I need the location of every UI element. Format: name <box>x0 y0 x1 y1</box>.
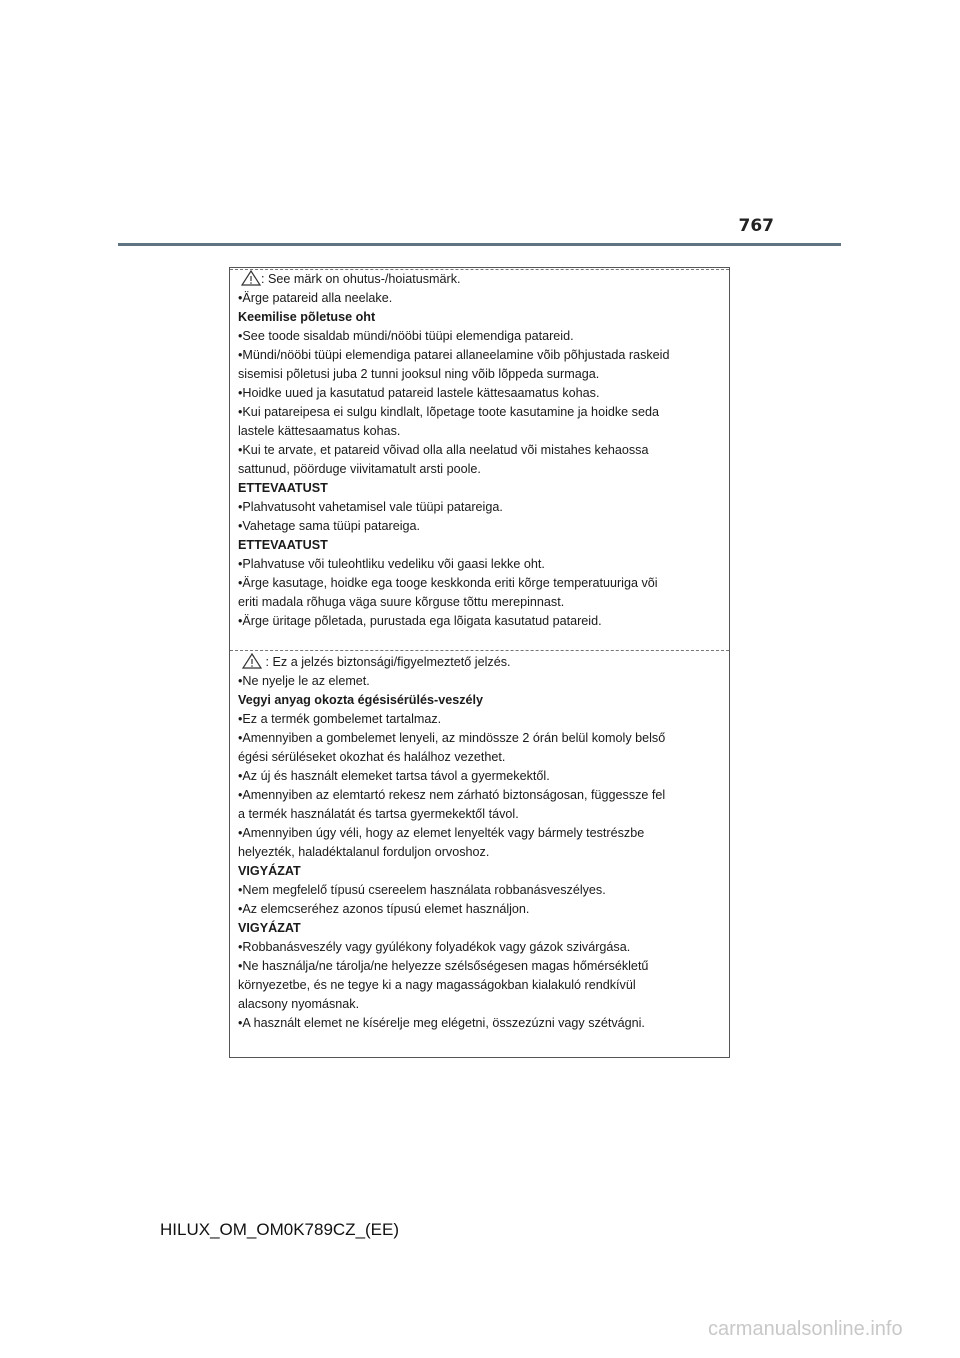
hungarian-lines <box>230 672 729 1033</box>
warning-text-line: •See toode sisaldab mündi/nööbi tüüpi elemendiga patareid. <box>238 329 574 343</box>
warning-text-line: •Plahvatusoht vahetamisel vale tüüpi patareiga. <box>238 500 503 514</box>
warning-text-line: alacsony nyomásnak. <box>238 997 360 1011</box>
warning-triangle-icon <box>241 270 261 286</box>
battery-warning-box <box>229 267 730 1058</box>
warning-text-line: •Amennyiben az elemtartó rekesz nem zárható biztonságosan, függessze fel <box>238 788 666 802</box>
page-number: 767 <box>738 216 774 236</box>
warning-heading: ETTEVAATUST <box>238 481 328 495</box>
warning-text-line: •Mündi/nööbi tüüpi elemendiga patarei allaneelamine võib põhjustada raskeid <box>238 348 670 362</box>
site-watermark: carmanualsonline.info <box>708 1318 903 1340</box>
warning-text-line: •Nem megfelelő típusú csereelem használata robbanásveszélyes. <box>238 883 606 897</box>
warning-triangle-icon <box>242 653 262 669</box>
warning-text-line: •Amennyiben úgy véli, hogy az elemet lenyelték vagy bármely testrészbe <box>238 826 645 840</box>
estonian-icon-line <box>230 270 729 289</box>
warning-text-line: •Hoidke uued ja kasutatud patareid lastele kättesaamatus kohas. <box>238 386 600 400</box>
warning-text-line: a termék használatát és tartsa gyermekektől távol. <box>238 807 519 821</box>
warning-text-line: égési sérüléseket okozhat és halálhoz vezethet. <box>238 750 506 764</box>
warning-text-line: •Ne használja/ne tárolja/ne helyezze szélsőségesen magas hőmérsékletű <box>238 959 649 973</box>
warning-text-line: környezetbe, és ne tegye ki a nagy magasságokban kialakuló rendkívül <box>238 978 636 992</box>
warning-text-line: •Ne nyelje le az elemet. <box>238 674 370 688</box>
hungarian-icon-text: : Ez a jelzés biztonsági/figyelmeztető jelzés. <box>262 655 511 669</box>
warning-heading: Vegyi anyag okozta égésisérülés-veszély <box>238 693 484 707</box>
estonian-lines <box>230 289 729 631</box>
estonian-icon-text: : See märk on ohutus-/hoiatusmärk. <box>261 272 461 286</box>
warning-text-line: •Ärge patareid alla neelake. <box>238 291 393 305</box>
warning-heading: VIGYÁZAT <box>238 864 301 878</box>
warning-text-line: •Ärge kasutage, hoidke ega tooge keskkonda eriti kõrge temperatuuriga või <box>238 576 658 590</box>
section-divider <box>230 650 729 651</box>
warning-text-line: •Kui patareipesa ei sulgu kindlalt, lõpetage toote kasutamine ja hoidke seda <box>238 405 659 419</box>
warning-text-line: •Plahvatuse või tuleohtliku vedeliku või gaasi lekke oht. <box>238 557 545 571</box>
warning-text-line: •Robbanásveszély vagy gyúlékony folyadékok vagy gázok szivárgása. <box>238 940 631 954</box>
warning-text-line: •Az elemcseréhez azonos típusú elemet használjon. <box>238 902 530 916</box>
hungarian-section <box>230 653 729 1033</box>
estonian-section <box>230 270 729 631</box>
warning-text-line: sattunud, pöörduge viivitamatult arsti poole. <box>238 462 481 476</box>
warning-text-line: •Ez a termék gombelemet tartalmaz. <box>238 712 442 726</box>
warning-text-line: •Kui te arvate, et patareid võivad olla alla neelatud või mistahes kehaossa <box>238 443 649 457</box>
warning-text-line: •Amennyiben a gombelemet lenyeli, az mindössze 2 órán belül komoly belső <box>238 731 666 745</box>
warning-text-line: lastele kättesaamatus kohas. <box>238 424 401 438</box>
warning-text-line: helyezték, haladéktalanul forduljon orvoshoz. <box>238 845 490 859</box>
warning-heading: Keemilise põletuse oht <box>238 310 376 324</box>
warning-text-line: •Ärge üritage põletada, purustada ega lõigata kasutatud patareid. <box>238 614 602 628</box>
warning-text-line: sisemisi põletusi juba 2 tunni jooksul ning võib lõppeda surmaga. <box>238 367 600 381</box>
document-code: HILUX_OM_OM0K789CZ_(EE) <box>160 1220 400 1239</box>
warning-heading: VIGYÁZAT <box>238 921 301 935</box>
warning-heading: ETTEVAATUST <box>238 538 328 552</box>
warning-text-line: •A használt elemet ne kísérelje meg elégetni, összezúzni vagy szétvágni. <box>238 1016 645 1030</box>
warning-text-line: eriti madala rõhuga väga suure kõrguse tõttu merepinnast. <box>238 595 565 609</box>
hungarian-icon-line <box>230 653 729 672</box>
header-rule <box>118 243 841 246</box>
warning-text-line: •Az új és használt elemeket tartsa távol a gyermekektől. <box>238 769 550 783</box>
warning-text-line: •Vahetage sama tüüpi patareiga. <box>238 519 421 533</box>
